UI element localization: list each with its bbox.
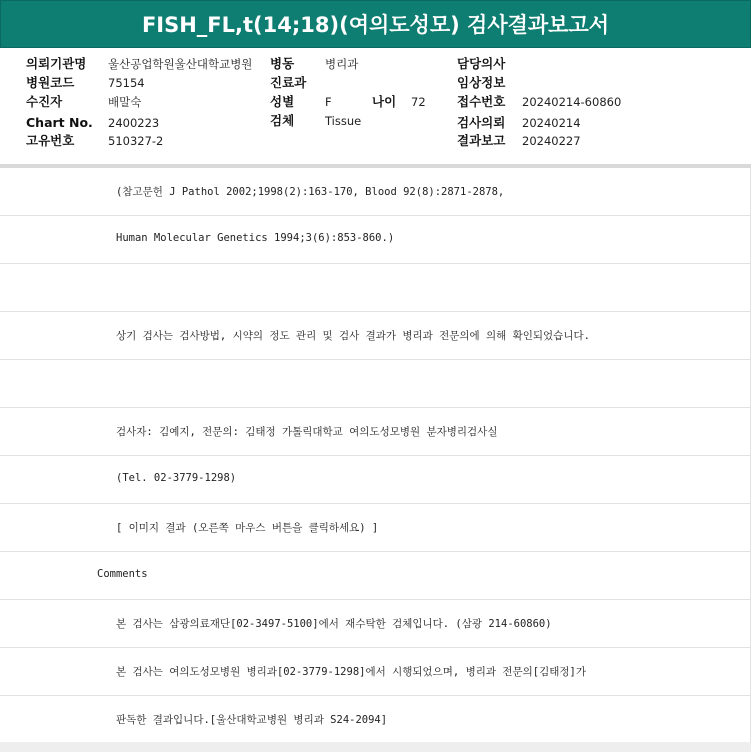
specimen-label: 검체 [270,113,295,128]
report-line [0,648,751,696]
request-date-value: 20240214 [522,116,581,130]
report-date-value: 20240227 [522,134,581,148]
chart-no-value: 2400223 [108,116,160,130]
report-line [0,408,751,456]
report-line [0,552,751,600]
patient-label: 수진자 [26,94,63,109]
report-line [0,312,751,360]
ward-value: 병리과 [325,57,359,71]
comment-text: 본 검사는 삼광의료재단[02-3497-5100]에서 재수탁한 검체입니다. (삼광 214-60860) [116,618,552,630]
report-title-bar [0,0,751,48]
image-result-text[interactable]: [ 이미지 결과 (오른쪽 마우스 버튼을 클릭하세요) ] [116,522,379,534]
sex-label: 성별 [270,94,295,109]
comments-heading: Comments [97,568,148,580]
receipt-no-value: 20240214-60860 [522,95,622,109]
report-line [0,456,751,504]
comment-text: 판독한 결과입니다.[울산대학교병원 병리과 S24-2094] [116,714,388,726]
sex-value: F [325,95,332,109]
specimen-value: Tissue [325,114,362,128]
unique-no-value: 510327-2 [108,134,164,148]
department-label: 진료과 [270,75,307,90]
hospital-code-label: 병원코드 [26,75,75,90]
report-line [0,264,751,312]
reference-text-continued: Human Molecular Genetics 1994;3(6):853-860.) [116,232,395,244]
chart-no-label: Chart No. [26,115,93,130]
report-line [0,504,751,552]
patient-value: 배말숙 [108,95,142,109]
reference-text: (참고문헌 J Pathol 2002;1998(2):163-170, Blood 92(8):2871-2878, [116,186,505,198]
verification-text: 상기 검사는 검사방법, 시약의 정도 관리 및 검사 결과가 병리과 전문의에 의해 확인되었습니다. [116,330,590,342]
comment-text: 본 검사는 여의도성모병원 병리과[02-3779-1298]에서 시행되었으며, 병리과 전문의[김태정]가 [116,666,586,678]
report-line [0,696,751,744]
report-date-label: 결과보고 [457,133,506,148]
ward-label: 병동 [270,56,295,71]
age-label: 나이 [372,94,397,109]
requesting-institution-value: 울산공업학원울산대학교병원 [108,57,253,71]
report-line [0,600,751,648]
report-body [0,168,751,744]
attending-label: 담당의사 [457,56,506,71]
phone-text: (Tel. 02-3779-1298) [116,472,237,484]
request-date-label: 검사의뢰 [457,115,506,130]
report-title: FISH_FL,t(14;18)(여의도성모) 검사결과보고서 [141,13,610,37]
receipt-no-label: 접수번호 [457,94,506,109]
report-line [0,360,751,408]
report-line [0,216,751,264]
age-value: 72 [411,95,426,109]
unique-no-label: 고유번호 [26,133,75,148]
hospital-code-value: 75154 [108,76,145,90]
patient-info-panel [0,48,751,164]
requesting-institution-label: 의뢰기관명 [26,56,87,71]
clinical-info-label: 임상정보 [457,75,506,90]
report-line [0,168,751,216]
bottom-strip [0,742,751,752]
examiner-text: 검사자: 김예지, 전문의: 김태정 가톨릭대학교 여의도성모병원 분자병리검사실 [116,426,498,438]
